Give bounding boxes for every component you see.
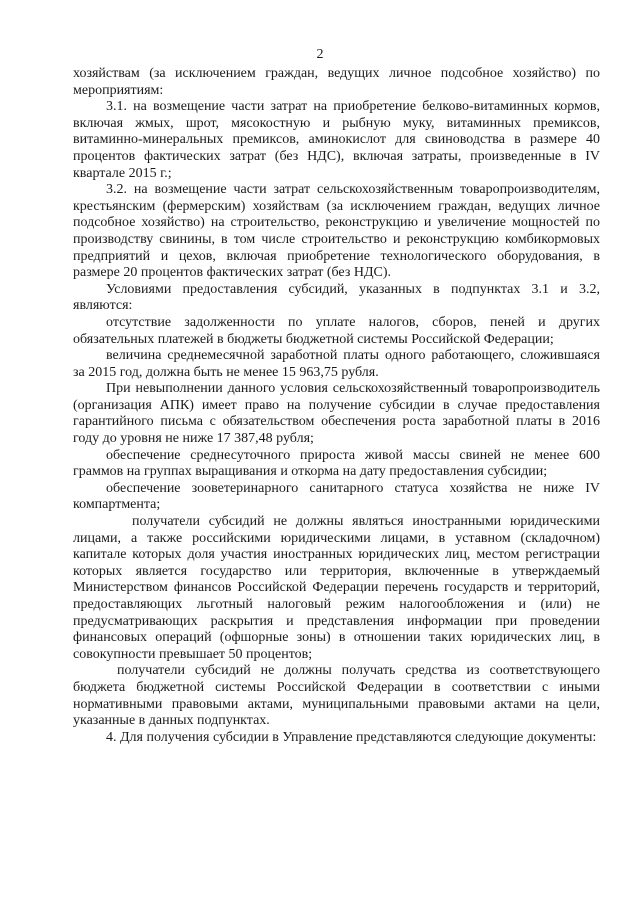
- page-number: 2: [316, 47, 324, 62]
- paragraph-salary: величина среднемесячной заработной платы одного работающего, сложившаяся за 2015 год, должна быть не менее 15 963,75 рубля.: [73, 348, 600, 380]
- paragraph-item-3-1: 3.1. на возмещение части затрат на приобретение белково-витаминных кормов, включая жмых, шрот, мясокостную и рыбную муку, витаминных премиксов, витаминно-минеральных премиксов, аминокислот для свиноводства в размере 40 процентов фактических затрат (без НДС), включая затраты, произведенные в IV квартале 2015 г.;: [73, 99, 600, 181]
- paragraph-vet-status: обеспечение зооветеринарного санитарного статуса хозяйства не ниже IV компартмента;: [73, 480, 600, 513]
- paragraph-weight-gain: обеспечение среднесуточного прироста живой массы свиней не менее 600 граммов на группах выращивания и откорма на дату предоставления субсидии;: [73, 447, 600, 480]
- paragraph-other-funding: получатели субсидий не должны получать средства из соответствующего бюджета бюджетной системы Российской Федерации в соответствии с иными нормативными правовыми актами, муниципальными правовыми актами на цели, указанные в данных подпунктах.: [73, 663, 600, 729]
- document-body: [73, 66, 600, 746]
- paragraph-item-4: 4. Для получения субсидии в Управление представляются следующие документы:: [106, 729, 597, 745]
- paragraph-foreign-entities: получатели субсидий не должны являться иностранными юридическими лицами, а также российскими юридическими лицами, в уставном (складочном) капитале которых доля участия иностранных юридических лиц, местом регистрации которых является государство или территория, включенные в утверждаемый Министерством финансов Российской Федерации перечень государств и территорий, предоставляющих льготный налоговый режим налогообложения и (или) не предусматривающих раскрытия и представления информации при проведении финансовых операций (офшорные зоны) в отношении таких юридических лиц, в совокупности превышает 50 процентов;: [73, 514, 600, 662]
- paragraph-salary-exception: При невыполнении данного условия сельскохозяйственный товаропроизводитель (организация АПК) имеет право на получение субсидии в случае предоставления гарантийного письма с обязательством обеспечения роста заработной платы в 2016 году до уровня не ниже 17 387,48 рубля;: [73, 381, 600, 447]
- paragraph-no-debt: отсутствие задолженности по уплате налогов, сборов, пеней и других обязательных платежей в бюджеты бюджетной системы Российской Федерации;: [73, 314, 600, 347]
- paragraph-intro: хозяйствам (за исключением граждан, ведущих личное подсобное хозяйство) по мероприятиям:: [73, 66, 600, 98]
- paragraph-conditions-heading: Условиями предоставления субсидий, указанных в подпунктах 3.1 и 3.2, являются:: [73, 281, 600, 314]
- paragraph-item-3-2: 3.2. на возмещение части затрат сельскохозяйственным товаропроизводителям, крестьянским (фермерским) хозяйствам (за исключением граждан, ведущих личное подсобное хозяйство) на строительство, реконструкцию и увеличение мощностей по производству свинины, в том числе строительство и реконструкцию комбикормовых предприятий и цехов, включая приобретение технологического оборудования, в размере 20 процентов фактических затрат (без НДС).: [73, 182, 600, 281]
